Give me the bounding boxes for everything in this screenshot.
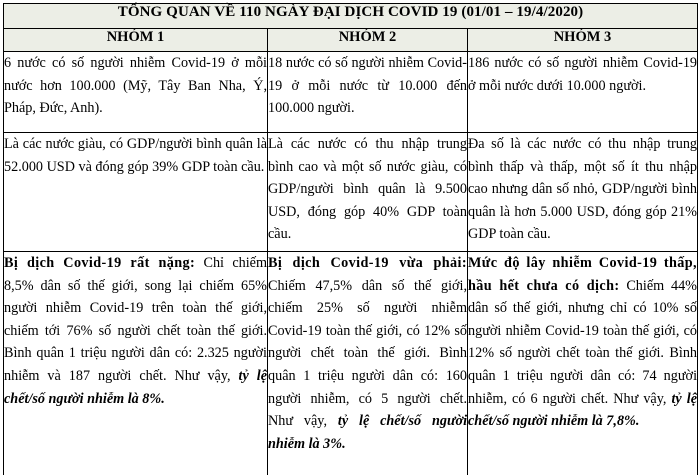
group-2-economy: [268, 133, 468, 252]
death-ratio: tỷ lệ chết/số người nhiễm là 3%.: [268, 413, 468, 452]
cell-text: 6 nước có số người nhiễm Covid-19 ở mỗi nước hơn 100.000 (Mỹ, Tây Ban Nha, Ý, Pháp, Đức, Anh).: [4, 55, 267, 117]
group-3-header: NHÓM 3: [468, 29, 698, 52]
group-1-severity: [4, 252, 268, 475]
row-economy: [4, 133, 698, 252]
cell-text: Là các nước giàu, có GDP/người bình quân là 52.000 USD và đóng góp 39% GDP toàn cầu.: [4, 136, 267, 175]
severity-lead: Bị dịch Covid-19 rất nặng:: [4, 255, 196, 271]
group-1-economy: [4, 133, 268, 252]
death-ratio: tỷ lệ chết/số người nhiễm là 7,8%.: [468, 390, 698, 430]
cell-text: 18 nước có số người nhiễm Covid-19 ở mỗi nước từ 10.000 đến 100.000 người.: [268, 55, 467, 117]
cell-text: Là các nước có thu nhập trung bình cao và một số nước giàu, có GDP/người bình quân là 9.500 USD, đóng góp 40% GDP toàn cầu.: [268, 136, 467, 243]
severity-body: Chiếm 44% dân số thế giới, nhưng chỉ có 10% số người nhiễm Covid-19 toàn thế giới, có 12% số người chết toàn thế giới. Bình quân 1 triệu người dân có: 74 người nhiễm, có 6 người chết. Như vậy,: [468, 277, 698, 407]
group-2-header: NHÓM 2: [268, 29, 468, 52]
group-2-cases: [268, 52, 468, 133]
group-3-economy: [468, 133, 698, 252]
row-case-counts: [4, 52, 698, 133]
table-title: TỔNG QUAN VỀ 110 NGÀY ĐẠI DỊCH COVID 19 (01/01 – 19/4/2020): [4, 4, 698, 29]
group-1-cases: [4, 52, 268, 133]
group-3-severity: [468, 252, 698, 475]
covid-overview-table: [3, 3, 698, 475]
row-epidemic-severity: [4, 252, 698, 475]
death-ratio: tỷ lệ chết/số người nhiễm là 8%.: [4, 367, 267, 407]
severity-body: Chiếm 47,5% dân số thế giới, chiếm 25% số người nhiễm Covid-19 toàn thế giới, có 12% số người chết toàn thế giới. Bình quân 1 triệu người dân có: 160 người nhiễm, có 5 người chết. Như vậy,: [268, 277, 467, 430]
group-1-header: NHÓM 1: [4, 29, 268, 52]
severity-lead: Bị dịch Covid-19 vừa phải:: [268, 255, 467, 271]
header-row: [4, 29, 698, 52]
cell-text: 186 nước có số người nhiễm Covid-19 ở mỗi nước dưới 10.000 người.: [468, 55, 698, 94]
group-2-severity: [268, 252, 468, 475]
group-3-cases: [468, 52, 698, 133]
cell-text: Đa số là các nước có thu nhập trung bình thấp và thấp, một số ít thu nhập cao nhưng dân số nhỏ, GDP/người bình quân là hơn 5.000 USD, đóng góp 21% GDP toàn cầu.: [468, 136, 698, 243]
severity-lead: Mức độ lây nhiễm Covid-19 thấp, hầu hết chưa có dịch:: [468, 255, 698, 294]
severity-body: Chỉ chiếm 8,5% dân số thế giới, song lại chiếm 65% người nhiễm Covid-19 trên toàn thế giới, chiếm tới 76% số người chết toàn thế giới. Bình quân 1 triệu người dân có: 2.325 người nhiễm và 187 người chết. Như vậy,: [4, 255, 267, 384]
title-row: [4, 4, 698, 29]
